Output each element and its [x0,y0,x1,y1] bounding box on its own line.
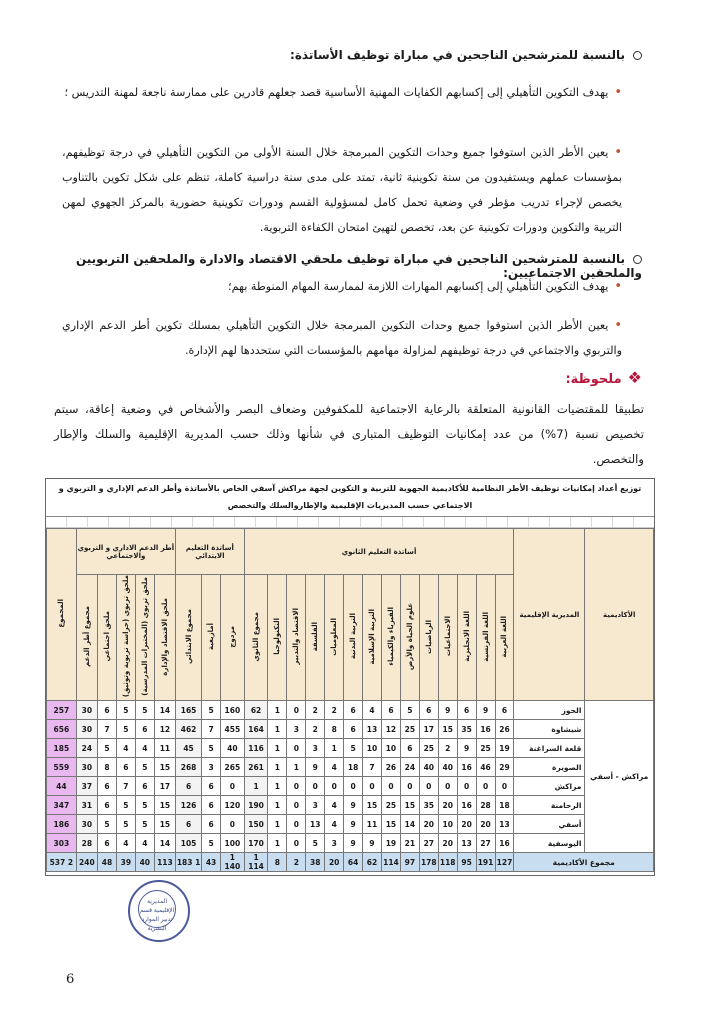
value-cell: 1 [268,701,287,720]
value-cell: 10 [363,739,382,758]
value-cell: 16 [457,758,476,777]
value-cell: 5 [135,815,154,834]
value-cell: 14 [154,701,175,720]
value-cell: 12 [381,720,400,739]
table-row [47,815,654,834]
column-header: ملحق اجتماعي [98,575,117,701]
value-cell: 11 [363,815,382,834]
value-cell: 1 [268,758,287,777]
value-cell: 6 [495,701,514,720]
column-header: التكنولوجيا [268,575,287,701]
value-cell: 25 [419,739,438,758]
value-cell: 6 [116,758,135,777]
value-cell: 20 [457,815,476,834]
value-cell: 6 [98,701,117,720]
value-cell: 28 [476,796,495,815]
value-cell: 2 [306,701,325,720]
value-cell: 0 [419,777,438,796]
value-cell: 7 [98,720,117,739]
value-cell: 2 [325,701,344,720]
value-cell: 5 [344,739,363,758]
value-cell: 0 [495,777,514,796]
value-cell: 11 [154,739,175,758]
value-cell: 9 [457,739,476,758]
value-cell: 1 [268,815,287,834]
value-cell: 1 [268,739,287,758]
column-header: علوم الحياة والأرض [400,575,419,701]
value-cell: 0 [400,777,419,796]
value-cell: 7 [202,720,221,739]
column-header: مجموع الثانوي [244,575,268,701]
value-cell: 4 [135,739,154,758]
table-row [47,796,654,815]
value-cell: 6 [457,701,476,720]
sum-value-cell: 2 [287,853,306,872]
value-cell: 16 [476,720,495,739]
sum-value-cell: 95 [457,853,476,872]
value-cell: 1 [244,777,268,796]
value-cell: 170 [244,834,268,853]
value-cell: 2 [306,720,325,739]
table-row [47,701,654,720]
value-cell: 0 [438,777,457,796]
value-cell: 7 [363,758,382,777]
value-cell: 4 [116,739,135,758]
stamp-inner: المديرية الإقليمية قسم تدبير الموارد البشرية [138,890,176,928]
value-cell: 3 [306,796,325,815]
column-header: مزدوج [221,575,245,701]
sum-label-cell: مجموع الأكاديمية [514,853,654,872]
value-cell: 164 [244,720,268,739]
column-header: التربية الإسلامية [363,575,382,701]
circle-bullet-icon [633,51,642,60]
value-cell: 1 [268,834,287,853]
section-heading-support-staff: بالنسبة للمترشحين الناجحين في مباراة توظيف ملحقي الاقتصاد والادارة والملحقين التربويين والملحقين الاجتماعيين: [75,252,642,280]
value-cell: 6 [176,777,202,796]
value-cell: 15 [400,796,419,815]
sum-value-cell: 127 [495,853,514,872]
value-cell: 26 [381,758,400,777]
value-cell: 6 [176,815,202,834]
value-cell: 31 [76,796,97,815]
value-cell: 0 [381,777,400,796]
value-cell: 268 [176,758,202,777]
sum-value-cell: 20 [325,853,344,872]
sum-value-cell: 62 [363,853,382,872]
value-cell: 0 [287,739,306,758]
value-cell: 35 [419,796,438,815]
row-total-cell: 656 [47,720,77,739]
value-cell: 462 [176,720,202,739]
table-empty-row [46,517,654,528]
academy-cell: مراكش - أسفي [585,701,654,853]
value-cell: 20 [438,834,457,853]
value-cell: 6 [202,815,221,834]
value-cell: 16 [495,834,514,853]
header-secondary: أساتذة التعليم الثانوي [244,529,514,575]
value-cell: 0 [287,796,306,815]
value-cell: 9 [344,815,363,834]
bullet-dot-icon: • [614,145,622,160]
value-cell: 265 [221,758,245,777]
table-title: توزيع أعداد إمكانيات توظيف الأطر النظامية للأكاديمية الجهوية للتربية و التكوين لجهة مراكش آسفي الخاص بالأساتذة وأطر الدعم الإداري و التربوي و الاجتماعي حسب المديريات الإقليمية والإطاروالسلك والتخصص [46,479,654,517]
value-cell: 5 [202,739,221,758]
value-cell: 29 [495,758,514,777]
header-support: أطر الدعم الاداري و التربوي والاجتماعي [76,529,175,575]
value-cell: 30 [76,758,97,777]
value-cell: 12 [154,720,175,739]
value-cell: 5 [116,796,135,815]
sum-value-cell: 191 [476,853,495,872]
directorate-cell: اليوسفية [514,834,585,853]
table-row [47,758,654,777]
note-heading: ❖ملحوظة: [565,368,642,387]
value-cell: 4 [116,834,135,853]
official-stamp [128,880,190,942]
value-cell: 6 [381,701,400,720]
row-total-cell: 559 [47,758,77,777]
row-total-cell: 257 [47,701,77,720]
value-cell: 16 [457,796,476,815]
value-cell: 126 [176,796,202,815]
value-cell: 24 [76,739,97,758]
value-cell: 37 [76,777,97,796]
value-cell: 27 [419,834,438,853]
value-cell: 27 [476,834,495,853]
value-cell: 105 [176,834,202,853]
value-cell: 5 [98,815,117,834]
sum-value-cell: 118 [438,853,457,872]
value-cell: 20 [438,796,457,815]
row-total-cell: 44 [47,777,77,796]
sum-value-cell: 8 [268,853,287,872]
value-cell: 28 [76,834,97,853]
value-cell: 9 [476,701,495,720]
directorate-cell: مراكش [514,777,585,796]
value-cell: 5 [116,815,135,834]
column-header: التربية البدنية [344,575,363,701]
value-cell: 120 [221,796,245,815]
value-cell: 0 [306,777,325,796]
value-cell: 165 [176,701,202,720]
value-cell: 6 [400,739,419,758]
value-cell: 5 [202,701,221,720]
value-cell: 3 [306,739,325,758]
value-cell: 4 [325,796,344,815]
value-cell: 1 [325,739,344,758]
value-cell: 25 [476,739,495,758]
value-cell: 10 [438,815,457,834]
sum-value-cell: 97 [400,853,419,872]
sum-value-cell: 48 [98,853,117,872]
column-header: اللغة العربية [495,575,514,701]
value-cell: 160 [221,701,245,720]
value-cell: 4 [325,815,344,834]
value-cell: 1 [268,777,287,796]
bullet-dot-icon: • [614,318,622,333]
sum-value-cell: 178 [419,853,438,872]
value-cell: 30 [76,815,97,834]
value-cell: 116 [244,739,268,758]
value-cell: 6 [98,777,117,796]
value-cell: 6 [202,777,221,796]
page-number: 6 [66,972,75,987]
value-cell: 3 [202,758,221,777]
sum-value-cell: 39 [116,853,135,872]
value-cell: 5 [400,701,419,720]
value-cell: 261 [244,758,268,777]
value-cell: 45 [176,739,202,758]
value-cell: 100 [221,834,245,853]
sum-value-cell: 40 [135,853,154,872]
value-cell: 5 [306,834,325,853]
value-cell: 0 [476,777,495,796]
value-cell: 5 [116,720,135,739]
value-cell: 9 [363,834,382,853]
value-cell: 4 [363,701,382,720]
value-cell: 40 [419,758,438,777]
value-cell: 25 [381,796,400,815]
value-cell: 2 [438,739,457,758]
value-cell: 20 [476,815,495,834]
header-total: المجموع [47,529,77,701]
table-row [47,720,654,739]
value-cell: 30 [76,701,97,720]
value-cell: 5 [98,739,117,758]
value-cell: 9 [344,834,363,853]
column-header: اللغة الانجليزية [457,575,476,701]
bullet-item: •يهدف التكوين التأهيلي إلى إكسابهم الكفايات المهنية الأساسية قصد جعلهم قادرين على ممارسة ناجعة لمهنة التدريس ؛ [64,85,622,100]
value-cell: 0 [457,777,476,796]
value-cell: 30 [76,720,97,739]
header-primary: أساتذة التعليم الابتدائي [176,529,245,575]
column-header: الاقتصاد والتدبير [287,575,306,701]
value-cell: 5 [116,701,135,720]
column-header: اللغة الفرنسية [476,575,495,701]
value-cell: 40 [221,739,245,758]
sum-value-cell: 113 [154,853,175,872]
value-cell: 4 [135,834,154,853]
column-header: الاجتماعيات [438,575,457,701]
value-cell: 150 [244,815,268,834]
row-total-cell: 185 [47,739,77,758]
value-cell: 17 [419,720,438,739]
recruitment-table [45,478,655,876]
value-cell: 15 [363,796,382,815]
value-cell: 15 [381,815,400,834]
circle-bullet-icon [633,255,642,264]
value-cell: 13 [457,834,476,853]
value-cell: 20 [419,815,438,834]
value-cell: 5 [135,796,154,815]
note-text: تطبيقا للمقتضيات القانونية المتعلقة بالرعاية الاجتماعية للمكفوفين وضعاف البصر والأشخاص في وضعية إعاقة، سيتم تخصيص نسبة (7%) من عدد إمكانيات التوظيف المتبارى في شأنها وذلك حسب المديرية الإقليمية والسلك والإطار والتخصص. [54,402,644,466]
value-cell: 9 [344,796,363,815]
bullet-item: •يعين الأطر الذين استوفوا جميع وحدات التكوين المبرمجة خلال السنة الأولى من التكوين التأهيلي في درجة توظيفهم، بمؤسسات عملهم ويستفيدون من سنة تكوينية ثانية، تمتد على مدى سنة دراسية كاملة، تنظم على شكل تكوين بالتناوب يخصص لإجراء تدريب مؤطر في وضعية تحمل كامل لمسؤولية القسم ودورات تكوينية حضورية بالمركز الجهوي لمهن التربية والتكوين ودورات تكوينية عن بعد، تخصص لتهيئ امتحان الكفاءة التربوية. [62,145,622,234]
column-header: الفيزياء والكيمياء [381,575,400,701]
value-cell: 1 [287,758,306,777]
sum-value-cell: 64 [344,853,363,872]
value-cell: 0 [287,815,306,834]
value-cell: 0 [221,777,245,796]
value-cell: 35 [457,720,476,739]
column-header: ملحق الاقتصاد والإدارة [154,575,175,701]
value-cell: 4 [325,758,344,777]
value-cell: 62 [244,701,268,720]
sum-value-cell: 1 140 [221,853,245,872]
value-cell: 6 [344,701,363,720]
section-heading-teachers: بالنسبة للمترشحين الناجحين في مباراة توظيف الأساتذة: [62,48,642,62]
column-header: أمازيغية [202,575,221,701]
value-cell: 8 [98,758,117,777]
table-row [47,777,654,796]
value-cell: 3 [287,720,306,739]
header-directorate: المديرية الإقليمية [514,529,585,701]
value-cell: 19 [381,834,400,853]
column-header: مجموع الابتدائي [176,575,202,701]
row-total-cell: 347 [47,796,77,815]
value-cell: 0 [287,777,306,796]
column-header: الفلسفة [306,575,325,701]
value-cell: 13 [363,720,382,739]
value-cell: 15 [154,758,175,777]
value-cell: 6 [419,701,438,720]
directorate-cell: قلعة السراغنة [514,739,585,758]
sum-value-cell: 1 183 [176,853,202,872]
value-cell: 0 [287,834,306,853]
data-table [46,528,654,872]
grand-total-cell: 2 537 [47,853,77,872]
value-cell: 10 [381,739,400,758]
value-cell: 13 [306,815,325,834]
table-row [47,739,654,758]
bullet-dot-icon: • [614,279,622,294]
bullet-item: •يعين الأطر الذين استوفوا جميع وحدات التكوين المبرمجة خلال التكوين التأهيلي بمسلك تكوين أطر الدعم الإداري والتربوي والاجتماعي في درجة توظيفهم لمزاولة مهامهم بالمؤسسات التي ستحددها لهم الإدارة. [62,318,622,357]
value-cell: 0 [363,777,382,796]
column-header: ملحق تربوي (المختبرات المدرسية) [135,575,154,701]
value-cell: 15 [438,720,457,739]
value-cell: 40 [438,758,457,777]
value-cell: 9 [438,701,457,720]
value-cell: 15 [154,815,175,834]
value-cell: 0 [287,701,306,720]
value-cell: 21 [400,834,419,853]
table-row [47,834,654,853]
value-cell: 6 [344,720,363,739]
value-cell: 19 [495,739,514,758]
column-header: ملحق تربوي (حراسة تربوية وتوثيق) [116,575,135,701]
value-cell: 26 [495,720,514,739]
value-cell: 5 [135,758,154,777]
value-cell: 1 [268,720,287,739]
value-cell: 17 [154,777,175,796]
header-academy: الأكاديمية [585,529,654,701]
directorate-cell: الرحامنة [514,796,585,815]
diamond-icon: ❖ [627,368,642,387]
value-cell: 455 [221,720,245,739]
value-cell: 0 [325,777,344,796]
value-cell: 14 [154,834,175,853]
value-cell: 0 [221,815,245,834]
value-cell: 5 [135,701,154,720]
sum-value-cell: 43 [202,853,221,872]
value-cell: 24 [400,758,419,777]
directorate-cell: الصويرة [514,758,585,777]
directorate-cell: الحوز [514,701,585,720]
value-cell: 6 [98,796,117,815]
value-cell: 5 [202,834,221,853]
value-cell: 0 [344,777,363,796]
row-total-cell: 303 [47,834,77,853]
value-cell: 14 [400,815,419,834]
sum-value-cell: 1 114 [244,853,268,872]
value-cell: 18 [495,796,514,815]
directorate-cell: أسفي [514,815,585,834]
value-cell: 6 [98,834,117,853]
directorate-cell: شيشاوة [514,720,585,739]
value-cell: 15 [154,796,175,815]
value-cell: 9 [306,758,325,777]
value-cell: 190 [244,796,268,815]
value-cell: 6 [135,777,154,796]
value-cell: 46 [476,758,495,777]
column-header: مجموع أطر الدعم [76,575,97,701]
value-cell: 13 [495,815,514,834]
value-cell: 6 [202,796,221,815]
value-cell: 1 [268,796,287,815]
bullet-dot-icon: • [614,85,622,100]
academy-sum-row [47,853,654,872]
column-header: الرياضيات [419,575,438,701]
value-cell: 3 [325,834,344,853]
bullet-item: •يهدف التكوين التأهيلي إلى إكسابهم المهارات اللازمة لممارسة المهام المنوطة بهم؛ [228,279,622,294]
row-total-cell: 186 [47,815,77,834]
value-cell: 25 [400,720,419,739]
value-cell: 7 [116,777,135,796]
sum-value-cell: 240 [76,853,97,872]
sum-value-cell: 114 [381,853,400,872]
value-cell: 18 [344,758,363,777]
column-header: المعلوميات [325,575,344,701]
value-cell: 8 [325,720,344,739]
sum-value-cell: 38 [306,853,325,872]
value-cell: 6 [135,720,154,739]
